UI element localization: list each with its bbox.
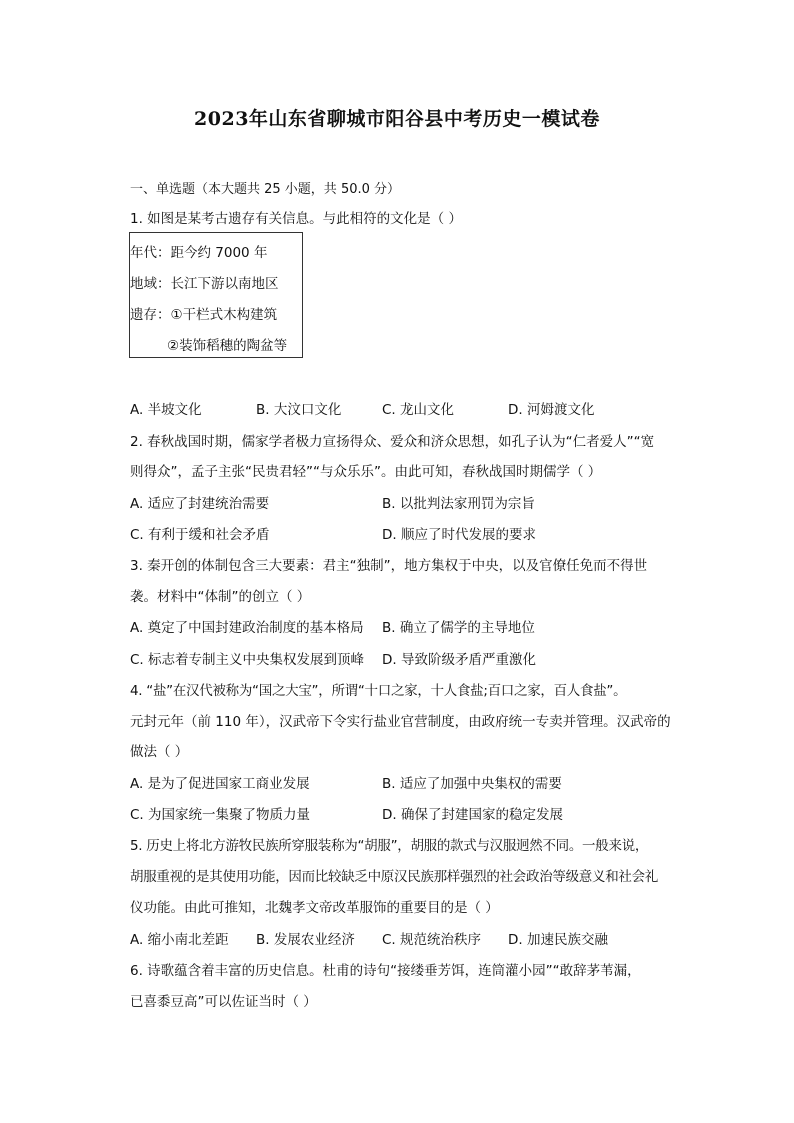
page-title: 2023年山东省聊城市阳谷县中考历史一模试卷 — [194, 108, 600, 130]
question-2-option-c: C. 有利于缓和社会矛盾 — [130, 527, 270, 543]
info-box-row: ②装饰稻穗的陶盆等 — [167, 338, 288, 354]
question-3-stem-line: 袭。材料中“体制”的创立（ ） — [130, 589, 311, 605]
question-1-option-c: C. 龙山文化 — [382, 402, 455, 418]
question-4-stem-line: 做法（ ） — [130, 744, 189, 760]
question-4-option-b: B. 适应了加强中央集权的需要 — [382, 776, 562, 792]
question-3-option-a: A. 奠定了中国封建政治制度的基本格局 — [130, 620, 364, 636]
info-box-row: 年代：距今约 7000 年 — [130, 245, 268, 261]
question-6-stem-line: 已喜黍豆高”可以佐证当时（ ） — [130, 994, 317, 1010]
question-1-option-b: B. 大汶口文化 — [256, 402, 342, 418]
question-2-stem-line: 2. 春秋战国时期，儒家学者极力宣扬得众、爱众和济众思想，如孔子认为“仁者爱人”“宽 — [130, 434, 655, 450]
question-2-stem-line: 则得众”，孟子主张“民贵君轻”“与众乐乐”。由此可知，春秋战国时期儒学（ ） — [130, 464, 602, 480]
question-5-stem-line: 仪功能。由此可推知，北魏孝文帝改革服饰的重要目的是（ ） — [130, 900, 499, 916]
question-6-stem-line: 6. 诗歌蕴含着丰富的历史信息。杜甫的诗句“接缕垂芳饵，连筒灌小园”“敢辞茅苇漏， — [130, 963, 641, 979]
question-5-option-a: A. 缩小南北差距 — [130, 932, 229, 948]
question-1-option-d: D. 河姆渡文化 — [508, 402, 595, 418]
question-4-stem-line: 4. “盐”在汉代被称为“国之大宝”，所谓“十口之家，十人食盐;百口之家，百人食盐”。 — [130, 683, 627, 699]
question-1-stem: 1. 如图是某考古遗存有关信息。与此相符的文化是（ ） — [130, 211, 462, 227]
question-4-option-c: C. 为国家统一集聚了物质力量 — [130, 807, 311, 823]
question-3-option-c: C. 标志着专制主义中央集权发展到顶峰 — [130, 652, 365, 668]
question-3-option-b: B. 确立了儒学的主导地位 — [382, 620, 535, 636]
question-3-option-d: D. 导致阶级矛盾严重激化 — [382, 652, 536, 668]
question-2-option-a: A. 适应了封建统治需要 — [130, 496, 270, 512]
question-2-option-b: B. 以批判法家刑罚为宗旨 — [382, 496, 535, 512]
question-5-option-b: B. 发展农业经济 — [256, 932, 355, 948]
info-box-row: 遗存：①干栏式木构建筑 — [130, 307, 278, 323]
question-5-option-c: C. 规范统治秩序 — [382, 932, 482, 948]
question-3-stem-line: 3. 秦开创的体制包含三大要素：君主“独制”，地方集权于中央，以及官僚任免而不得世 — [130, 558, 648, 574]
question-5-option-d: D. 加速民族交融 — [508, 932, 608, 948]
question-1-info-box — [129, 232, 303, 358]
question-4-stem-line: 元封元年（前 110 年），汉武帝下令实行盐业官营制度，由政府统一专卖并管理。汉武帝的 — [130, 714, 671, 730]
question-1-option-a: A. 半坡文化 — [130, 402, 202, 418]
question-5-stem-line: 5. 历史上将北方游牧民族所穿服装称为“胡服”，胡服的款式与汉服迥然不同。一般来说， — [130, 838, 649, 854]
question-5-stem-line: 胡服重视的是其使用功能，因而比较缺乏中原汉民族那样强烈的社会政治等级意义和社会礼 — [130, 869, 658, 885]
info-box-row: 地域：长江下游以南地区 — [130, 276, 279, 292]
question-2-option-d: D. 顺应了时代发展的要求 — [382, 527, 536, 543]
section-heading: 一、单选题（本大题共 25 小题，共 50.0 分） — [130, 182, 401, 197]
question-4-option-d: D. 确保了封建国家的稳定发展 — [382, 807, 563, 823]
question-4-option-a: A. 是为了促进国家工商业发展 — [130, 776, 310, 792]
